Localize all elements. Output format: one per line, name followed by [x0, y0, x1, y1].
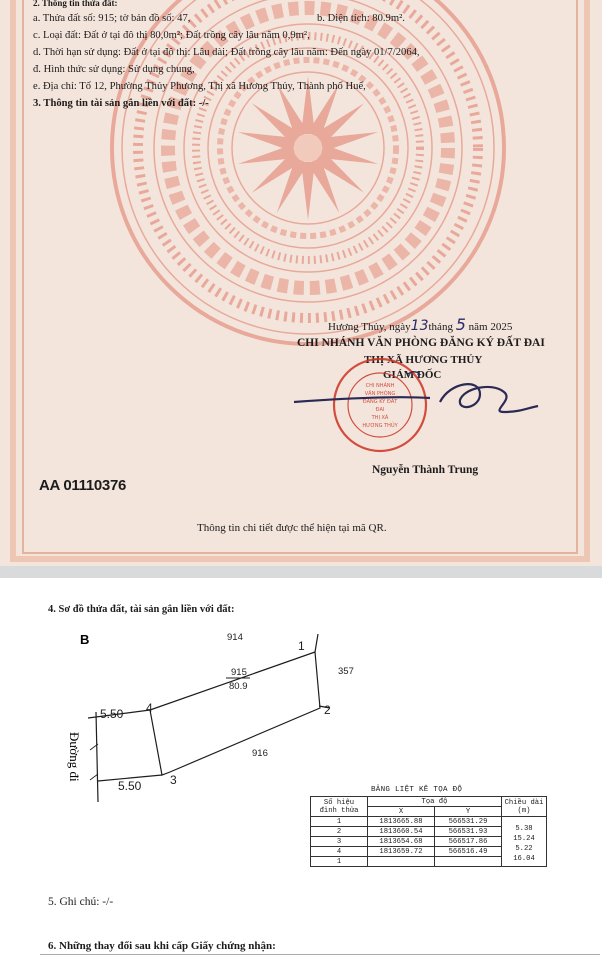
- vertex-2: 2: [324, 703, 331, 717]
- seal-text-2: VĂN PHÒNG: [364, 391, 396, 397]
- neighbor-357: 357: [338, 666, 354, 677]
- section-3-line: 3. Thông tin tài sản gắn liền với đất: -/-: [33, 98, 209, 109]
- office-district: THỊ XÃ HƯƠNG THỦY: [364, 354, 483, 366]
- parcel-sketch: [40, 622, 370, 812]
- seal-text-6: HƯƠNG THỦY: [362, 423, 398, 429]
- north-mark: B: [80, 632, 90, 647]
- bottom-divider: [40, 954, 600, 955]
- road-label: Đường đi: [67, 732, 82, 782]
- date-day: 13: [410, 318, 429, 334]
- director-signature: [290, 368, 550, 428]
- page-separator: [0, 566, 602, 578]
- seal-text-4: ĐAI: [375, 407, 385, 413]
- land-type-line: c. Loại đất: Đất ở tại đô thị 80,0m²; Đất trồng cây lâu năm 0,9m²,: [33, 30, 310, 41]
- vertex-1: 1: [298, 639, 305, 653]
- seal-text-5: THỊ XÃ: [371, 415, 389, 421]
- dim-bottom-label: 5.50: [118, 779, 142, 793]
- seal-text-1: CHI NHÁNH: [365, 383, 395, 389]
- signer-name: Nguyễn Thành Trung: [372, 464, 479, 476]
- table-row: 1 1813665.88 566531.29 5.38 15.24 5.22 16.04: [311, 817, 547, 827]
- area-line: b. Diện tích: 80.9m².: [317, 13, 405, 24]
- parcel-number-line: a. Thửa đất số: 915; tờ bản đồ số: 47,: [33, 13, 191, 24]
- address-line: e. Địa chỉ: Tổ 12, Phường Thủy Phương, Thị xã Hương Thủy, Thành phố Huế,: [33, 81, 366, 92]
- director-title: GIÁM ĐỐC: [383, 369, 442, 381]
- qr-note: Thông tin chi tiết được thể hiện tại mã QR.: [197, 522, 387, 534]
- neighbor-914: 914: [227, 632, 243, 643]
- table-row: 1: [311, 857, 547, 867]
- table-row: 3 1813654.68 566517.86: [311, 837, 547, 847]
- header-vertex: Số hiệu đỉnh thửa: [311, 797, 368, 817]
- header-coords: Tọa độ: [368, 797, 502, 807]
- table-row: 4 1813659.72 566516.49: [311, 847, 547, 857]
- coord-table-title: BẢNG LIỆT KÊ TỌA ĐỘ: [371, 786, 463, 794]
- vertex-4: 4: [146, 701, 153, 715]
- section-5-notes: 5. Ghi chú: -/-: [48, 896, 114, 908]
- header-x: X: [368, 807, 435, 817]
- vertex-3: 3: [170, 773, 177, 787]
- section-2-heading: 2. Thông tin thửa đất:: [33, 0, 118, 8]
- date-month-word: tháng: [428, 321, 453, 333]
- neighbor-916: 916: [252, 748, 268, 759]
- table-row: 2 1813660.54 566531.93: [311, 827, 547, 837]
- certificate-serial: AA 01110376: [39, 477, 127, 494]
- diagram-panel: [0, 578, 602, 960]
- office-name: CHI NHÁNH VĂN PHÒNG ĐĂNG KÝ ĐẤT ĐAI: [297, 337, 545, 349]
- parcel-number: 915: [231, 667, 247, 678]
- usage-form-line: đ. Hình thức sử dụng: Sử dụng chung,: [33, 64, 195, 75]
- dim-top-label: 5.50: [100, 707, 124, 721]
- parcel-area: 80.9: [229, 681, 248, 692]
- date-month: 5: [455, 315, 466, 334]
- section-4-heading: 4. Sơ đồ thửa đất, tài sản gắn liền với đất:: [48, 604, 235, 615]
- header-y: Y: [435, 807, 502, 817]
- length-column: 5.38 15.24 5.22 16.04: [502, 817, 547, 867]
- date-place: Hương Thủy, ngày: [328, 321, 411, 333]
- section-6-changes: 6. Những thay đổi sau khi cấp Giấy chứng nhận:: [48, 940, 276, 952]
- coord-table: [310, 796, 547, 867]
- issue-date: [328, 315, 513, 334]
- seal-text-3: ĐĂNG KÝ ĐẤT: [362, 399, 398, 405]
- date-year: năm 2025: [468, 321, 513, 333]
- usage-term-line: d. Thời hạn sử dụng: Đất ở tại đô thị: Lâu dài; Đất trồng cây lâu năm: Đến ngày 01/7/2064,: [33, 47, 420, 58]
- header-length: Chiều dài (m): [502, 797, 547, 817]
